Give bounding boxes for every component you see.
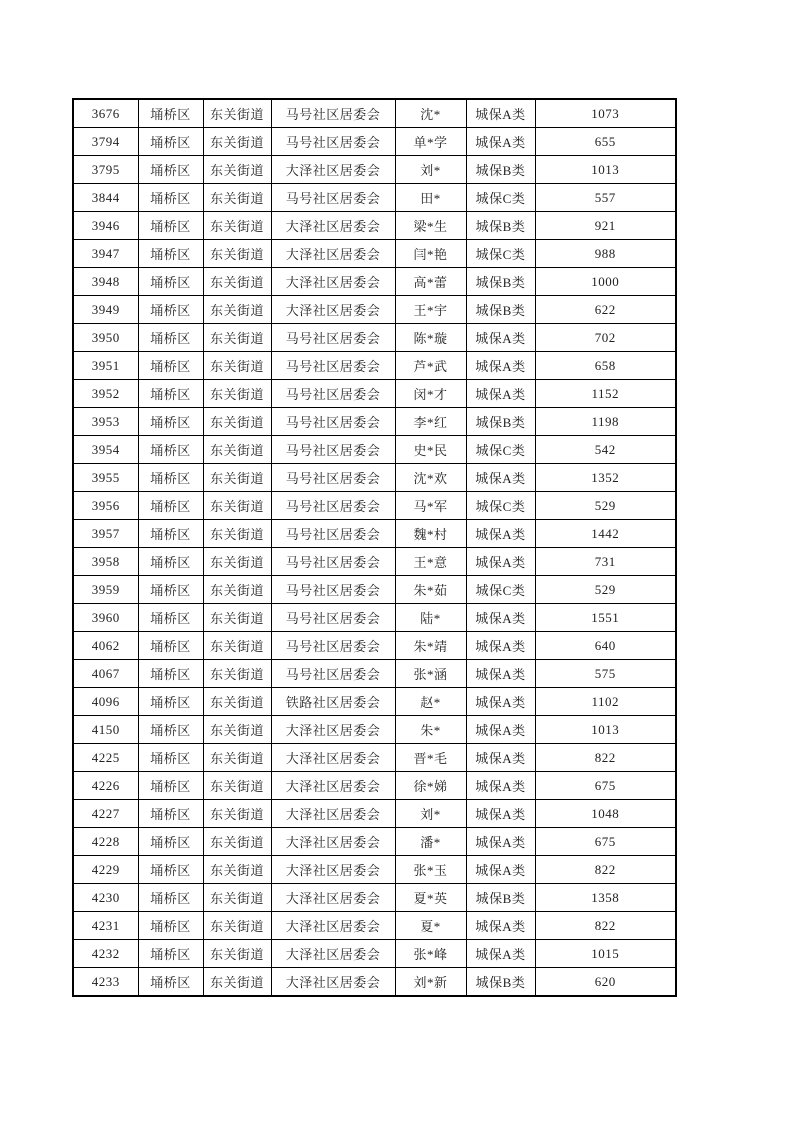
cell-community: 大泽社区居委会 xyxy=(271,884,395,912)
cell-district: 埇桥区 xyxy=(138,156,203,184)
cell-amount: 620 xyxy=(535,968,676,997)
cell-street: 东关街道 xyxy=(203,604,271,632)
cell-street: 东关街道 xyxy=(203,828,271,856)
cell-district: 埇桥区 xyxy=(138,828,203,856)
table-row xyxy=(73,660,676,688)
cell-serial: 4229 xyxy=(73,856,138,884)
cell-category: 城保A类 xyxy=(466,688,535,716)
cell-name: 史*民 xyxy=(395,436,466,464)
cell-amount: 640 xyxy=(535,632,676,660)
cell-category: 城保A类 xyxy=(466,352,535,380)
cell-district: 埇桥区 xyxy=(138,128,203,156)
cell-amount: 529 xyxy=(535,492,676,520)
cell-community: 马号社区居委会 xyxy=(271,492,395,520)
table-row xyxy=(73,156,676,184)
cell-district: 埇桥区 xyxy=(138,324,203,352)
cell-district: 埇桥区 xyxy=(138,99,203,128)
cell-street: 东关街道 xyxy=(203,296,271,324)
cell-category: 城保A类 xyxy=(466,772,535,800)
cell-district: 埇桥区 xyxy=(138,856,203,884)
cell-amount: 1352 xyxy=(535,464,676,492)
cell-name: 潘* xyxy=(395,828,466,856)
cell-street: 东关街道 xyxy=(203,548,271,576)
table-row xyxy=(73,99,676,128)
cell-street: 东关街道 xyxy=(203,380,271,408)
cell-name: 刘*新 xyxy=(395,968,466,997)
table-body xyxy=(73,99,676,996)
cell-category: 城保B类 xyxy=(466,156,535,184)
cell-amount: 557 xyxy=(535,184,676,212)
table-row xyxy=(73,212,676,240)
cell-street: 东关街道 xyxy=(203,660,271,688)
cell-district: 埇桥区 xyxy=(138,268,203,296)
cell-amount: 822 xyxy=(535,856,676,884)
cell-district: 埇桥区 xyxy=(138,744,203,772)
table-row xyxy=(73,940,676,968)
cell-district: 埇桥区 xyxy=(138,884,203,912)
cell-amount: 1358 xyxy=(535,884,676,912)
table-row xyxy=(73,352,676,380)
cell-community: 马号社区居委会 xyxy=(271,604,395,632)
cell-serial: 3957 xyxy=(73,520,138,548)
table-row xyxy=(73,296,676,324)
cell-community: 大泽社区居委会 xyxy=(271,212,395,240)
cell-name: 夏* xyxy=(395,912,466,940)
cell-category: 城保B类 xyxy=(466,296,535,324)
table-row xyxy=(73,128,676,156)
cell-community: 大泽社区居委会 xyxy=(271,968,395,997)
cell-category: 城保A类 xyxy=(466,128,535,156)
table-row xyxy=(73,268,676,296)
cell-community: 马号社区居委会 xyxy=(271,576,395,604)
cell-category: 城保C类 xyxy=(466,492,535,520)
cell-district: 埇桥区 xyxy=(138,492,203,520)
cell-community: 大泽社区居委会 xyxy=(271,268,395,296)
cell-serial: 3795 xyxy=(73,156,138,184)
cell-community: 大泽社区居委会 xyxy=(271,744,395,772)
table-row xyxy=(73,772,676,800)
cell-amount: 1198 xyxy=(535,408,676,436)
cell-district: 埇桥区 xyxy=(138,436,203,464)
cell-name: 沈*欢 xyxy=(395,464,466,492)
cell-community: 马号社区居委会 xyxy=(271,520,395,548)
cell-serial: 3955 xyxy=(73,464,138,492)
cell-street: 东关街道 xyxy=(203,800,271,828)
cell-category: 城保A类 xyxy=(466,604,535,632)
cell-amount: 1152 xyxy=(535,380,676,408)
cell-name: 晋*毛 xyxy=(395,744,466,772)
cell-category: 城保A类 xyxy=(466,99,535,128)
cell-name: 王*宇 xyxy=(395,296,466,324)
cell-category: 城保A类 xyxy=(466,716,535,744)
cell-amount: 542 xyxy=(535,436,676,464)
cell-district: 埇桥区 xyxy=(138,912,203,940)
cell-serial: 3947 xyxy=(73,240,138,268)
cell-amount: 988 xyxy=(535,240,676,268)
cell-name: 高*蕾 xyxy=(395,268,466,296)
cell-serial: 3951 xyxy=(73,352,138,380)
cell-serial: 4062 xyxy=(73,632,138,660)
table-row xyxy=(73,408,676,436)
cell-community: 马号社区居委会 xyxy=(271,408,395,436)
cell-category: 城保A类 xyxy=(466,856,535,884)
cell-community: 马号社区居委会 xyxy=(271,380,395,408)
table-row xyxy=(73,968,676,997)
cell-street: 东关街道 xyxy=(203,772,271,800)
cell-name: 芦*武 xyxy=(395,352,466,380)
table-row xyxy=(73,632,676,660)
cell-serial: 3950 xyxy=(73,324,138,352)
cell-serial: 4231 xyxy=(73,912,138,940)
cell-street: 东关街道 xyxy=(203,128,271,156)
cell-amount: 675 xyxy=(535,772,676,800)
cell-district: 埇桥区 xyxy=(138,940,203,968)
cell-serial: 3959 xyxy=(73,576,138,604)
cell-street: 东关街道 xyxy=(203,744,271,772)
cell-street: 东关街道 xyxy=(203,156,271,184)
cell-district: 埇桥区 xyxy=(138,352,203,380)
cell-serial: 3794 xyxy=(73,128,138,156)
cell-category: 城保A类 xyxy=(466,632,535,660)
cell-street: 东关街道 xyxy=(203,408,271,436)
cell-category: 城保A类 xyxy=(466,912,535,940)
cell-serial: 4228 xyxy=(73,828,138,856)
cell-district: 埇桥区 xyxy=(138,688,203,716)
cell-name: 梁*生 xyxy=(395,212,466,240)
cell-community: 马号社区居委会 xyxy=(271,352,395,380)
cell-category: 城保C类 xyxy=(466,576,535,604)
cell-district: 埇桥区 xyxy=(138,604,203,632)
cell-category: 城保C类 xyxy=(466,240,535,268)
cell-serial: 3844 xyxy=(73,184,138,212)
cell-name: 陈*璇 xyxy=(395,324,466,352)
cell-district: 埇桥区 xyxy=(138,408,203,436)
cell-category: 城保A类 xyxy=(466,940,535,968)
cell-street: 东关街道 xyxy=(203,436,271,464)
cell-name: 赵* xyxy=(395,688,466,716)
cell-name: 闵*才 xyxy=(395,380,466,408)
cell-street: 东关街道 xyxy=(203,940,271,968)
cell-street: 东关街道 xyxy=(203,688,271,716)
cell-street: 东关街道 xyxy=(203,716,271,744)
cell-name: 刘* xyxy=(395,156,466,184)
cell-name: 朱*茹 xyxy=(395,576,466,604)
benefit-roster-table xyxy=(72,98,677,997)
cell-community: 马号社区居委会 xyxy=(271,324,395,352)
cell-street: 东关街道 xyxy=(203,352,271,380)
cell-amount: 658 xyxy=(535,352,676,380)
cell-serial: 4230 xyxy=(73,884,138,912)
cell-street: 东关街道 xyxy=(203,968,271,997)
cell-category: 城保A类 xyxy=(466,380,535,408)
table-row xyxy=(73,520,676,548)
cell-amount: 731 xyxy=(535,548,676,576)
table-row xyxy=(73,716,676,744)
cell-serial: 4233 xyxy=(73,968,138,997)
cell-name: 张*涵 xyxy=(395,660,466,688)
cell-category: 城保C类 xyxy=(466,436,535,464)
cell-street: 东关街道 xyxy=(203,520,271,548)
table-row xyxy=(73,240,676,268)
table-row xyxy=(73,800,676,828)
cell-community: 马号社区居委会 xyxy=(271,464,395,492)
cell-name: 马*军 xyxy=(395,492,466,520)
cell-community: 马号社区居委会 xyxy=(271,128,395,156)
cell-category: 城保A类 xyxy=(466,520,535,548)
cell-name: 张*峰 xyxy=(395,940,466,968)
cell-street: 东关街道 xyxy=(203,184,271,212)
table-row xyxy=(73,324,676,352)
cell-amount: 1102 xyxy=(535,688,676,716)
cell-name: 田* xyxy=(395,184,466,212)
cell-amount: 655 xyxy=(535,128,676,156)
cell-name: 夏*英 xyxy=(395,884,466,912)
cell-community: 大泽社区居委会 xyxy=(271,828,395,856)
cell-street: 东关街道 xyxy=(203,99,271,128)
cell-amount: 1442 xyxy=(535,520,676,548)
cell-serial: 3960 xyxy=(73,604,138,632)
cell-community: 马号社区居委会 xyxy=(271,436,395,464)
cell-category: 城保A类 xyxy=(466,744,535,772)
cell-district: 埇桥区 xyxy=(138,772,203,800)
cell-serial: 3952 xyxy=(73,380,138,408)
cell-name: 徐*娣 xyxy=(395,772,466,800)
cell-serial: 4067 xyxy=(73,660,138,688)
cell-name: 魏*村 xyxy=(395,520,466,548)
table-row xyxy=(73,576,676,604)
cell-district: 埇桥区 xyxy=(138,464,203,492)
cell-category: 城保A类 xyxy=(466,548,535,576)
cell-street: 东关街道 xyxy=(203,324,271,352)
cell-amount: 1013 xyxy=(535,156,676,184)
cell-amount: 622 xyxy=(535,296,676,324)
cell-serial: 3946 xyxy=(73,212,138,240)
cell-amount: 822 xyxy=(535,744,676,772)
cell-street: 东关街道 xyxy=(203,268,271,296)
cell-category: 城保B类 xyxy=(466,884,535,912)
cell-serial: 4225 xyxy=(73,744,138,772)
cell-name: 李*红 xyxy=(395,408,466,436)
cell-community: 大泽社区居委会 xyxy=(271,800,395,828)
cell-district: 埇桥区 xyxy=(138,716,203,744)
cell-amount: 529 xyxy=(535,576,676,604)
cell-community: 马号社区居委会 xyxy=(271,548,395,576)
cell-name: 朱* xyxy=(395,716,466,744)
table-row xyxy=(73,184,676,212)
cell-name: 张*玉 xyxy=(395,856,466,884)
cell-category: 城保A类 xyxy=(466,464,535,492)
cell-name: 单*学 xyxy=(395,128,466,156)
cell-amount: 702 xyxy=(535,324,676,352)
cell-serial: 3948 xyxy=(73,268,138,296)
cell-street: 东关街道 xyxy=(203,464,271,492)
cell-street: 东关街道 xyxy=(203,492,271,520)
cell-district: 埇桥区 xyxy=(138,660,203,688)
cell-community: 大泽社区居委会 xyxy=(271,856,395,884)
table-row xyxy=(73,492,676,520)
cell-amount: 675 xyxy=(535,828,676,856)
cell-street: 东关街道 xyxy=(203,212,271,240)
cell-amount: 1015 xyxy=(535,940,676,968)
cell-category: 城保A类 xyxy=(466,828,535,856)
cell-amount: 1073 xyxy=(535,99,676,128)
cell-community: 大泽社区居委会 xyxy=(271,240,395,268)
cell-name: 闫*艳 xyxy=(395,240,466,268)
cell-serial: 3953 xyxy=(73,408,138,436)
table-row xyxy=(73,856,676,884)
cell-amount: 1048 xyxy=(535,800,676,828)
cell-amount: 1000 xyxy=(535,268,676,296)
cell-category: 城保B类 xyxy=(466,268,535,296)
cell-category: 城保A类 xyxy=(466,660,535,688)
cell-community: 大泽社区居委会 xyxy=(271,940,395,968)
cell-community: 马号社区居委会 xyxy=(271,660,395,688)
table-row xyxy=(73,912,676,940)
cell-district: 埇桥区 xyxy=(138,548,203,576)
table-row xyxy=(73,464,676,492)
cell-name: 沈* xyxy=(395,99,466,128)
cell-amount: 1013 xyxy=(535,716,676,744)
cell-serial: 3954 xyxy=(73,436,138,464)
table-row xyxy=(73,604,676,632)
cell-category: 城保B类 xyxy=(466,408,535,436)
cell-street: 东关街道 xyxy=(203,884,271,912)
cell-district: 埇桥区 xyxy=(138,380,203,408)
cell-serial: 3949 xyxy=(73,296,138,324)
table-row xyxy=(73,380,676,408)
cell-serial: 4232 xyxy=(73,940,138,968)
cell-amount: 1551 xyxy=(535,604,676,632)
cell-district: 埇桥区 xyxy=(138,184,203,212)
table-row xyxy=(73,548,676,576)
cell-district: 埇桥区 xyxy=(138,296,203,324)
cell-district: 埇桥区 xyxy=(138,520,203,548)
table-row xyxy=(73,884,676,912)
table-row xyxy=(73,828,676,856)
cell-district: 埇桥区 xyxy=(138,968,203,997)
cell-serial: 3676 xyxy=(73,99,138,128)
cell-community: 铁路社区居委会 xyxy=(271,688,395,716)
cell-name: 王*意 xyxy=(395,548,466,576)
cell-district: 埇桥区 xyxy=(138,240,203,268)
cell-name: 陆* xyxy=(395,604,466,632)
cell-street: 东关街道 xyxy=(203,576,271,604)
cell-serial: 4226 xyxy=(73,772,138,800)
cell-community: 马号社区居委会 xyxy=(271,632,395,660)
cell-amount: 575 xyxy=(535,660,676,688)
cell-serial: 4150 xyxy=(73,716,138,744)
cell-community: 马号社区居委会 xyxy=(271,184,395,212)
cell-district: 埇桥区 xyxy=(138,576,203,604)
cell-street: 东关街道 xyxy=(203,632,271,660)
cell-community: 大泽社区居委会 xyxy=(271,716,395,744)
cell-category: 城保A类 xyxy=(466,800,535,828)
cell-amount: 822 xyxy=(535,912,676,940)
table-row xyxy=(73,436,676,464)
cell-category: 城保B类 xyxy=(466,212,535,240)
cell-street: 东关街道 xyxy=(203,912,271,940)
cell-community: 大泽社区居委会 xyxy=(271,296,395,324)
cell-community: 大泽社区居委会 xyxy=(271,156,395,184)
cell-category: 城保B类 xyxy=(466,968,535,997)
cell-community: 大泽社区居委会 xyxy=(271,912,395,940)
cell-community: 马号社区居委会 xyxy=(271,99,395,128)
cell-community: 大泽社区居委会 xyxy=(271,772,395,800)
cell-serial: 3958 xyxy=(73,548,138,576)
cell-district: 埇桥区 xyxy=(138,800,203,828)
cell-district: 埇桥区 xyxy=(138,212,203,240)
cell-serial: 4096 xyxy=(73,688,138,716)
cell-street: 东关街道 xyxy=(203,240,271,268)
table-row xyxy=(73,688,676,716)
cell-serial: 4227 xyxy=(73,800,138,828)
cell-district: 埇桥区 xyxy=(138,632,203,660)
cell-category: 城保C类 xyxy=(466,184,535,212)
cell-name: 刘* xyxy=(395,800,466,828)
cell-amount: 921 xyxy=(535,212,676,240)
cell-category: 城保A类 xyxy=(466,324,535,352)
table-row xyxy=(73,744,676,772)
cell-name: 朱*靖 xyxy=(395,632,466,660)
cell-serial: 3956 xyxy=(73,492,138,520)
cell-street: 东关街道 xyxy=(203,856,271,884)
